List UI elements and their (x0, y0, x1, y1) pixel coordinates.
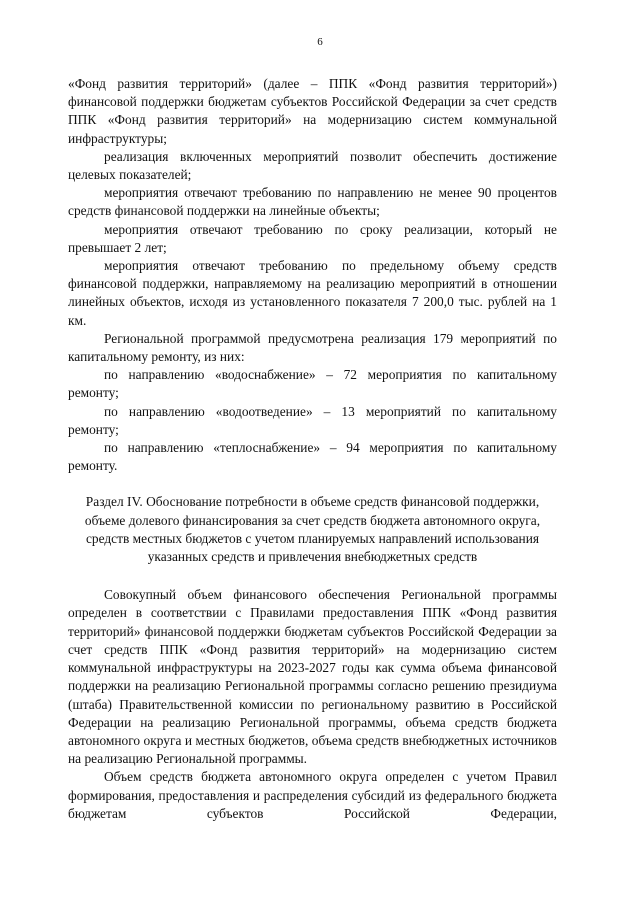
page-number: 6 (317, 36, 323, 48)
paragraph: Объем средств бюджета автономного округа определен с учетом Правил формирования, предоставления и распределения субсидий из федерального бюджета бюджетам субъектов Российской Федерации, (68, 769, 557, 821)
paragraph: Совокупный объем финансового обеспечения Региональной программы определен в соответствии с Правилами предоставления ППК «Фонд развития территорий» финансовой поддержки бюджетам субъектов Российской Федерации за счет средств ППК «Фонд развития территорий» на модернизацию систем коммунальной инфраструктуры на 2023-2027 годы как сумма объема финансовой поддержки на реализацию Региональной программы согласно решению президиума (штаба) Правительственной комиссии по региональному развитию в Российской Федерации на реализацию Региональной программы, объема средств бюджета автономного округа и местных бюджетов, объема средств внебюджетных источников на реализацию Региональной программы. (68, 587, 557, 767)
paragraph: Региональной программой предусмотрена реализация 179 мероприятий по капитальному ремонту, из них: (68, 330, 557, 365)
list-item: по направлению «теплоснабжение» – 94 мероприятия по капитальному ремонту. (68, 440, 557, 474)
paragraph: «Фонд развития территорий» (далее – ППК «Фонд развития территорий») финансовой поддержки бюджетам субъектов Российской Федерации за счет средств ППК «Фонд развития территорий» на модернизацию систем коммунальной инфраструктуры; (68, 76, 557, 146)
paragraph: мероприятия отвечают требованию по направлению не менее 90 процентов средств финансовой поддержки на линейные объекты; (68, 185, 557, 219)
paragraph: мероприятия отвечают требованию по предельному объему средств финансовой поддержки, направляемому на реализацию мероприятий в отношении линейных объектов, исходя из установленного показателя 7 200,0 тыс. рублей на 1 км. (68, 258, 557, 328)
section-heading: Раздел IV. Обоснование потребности в объеме средств финансовой поддержки, объеме долевого финансирования за счет средств бюджета автономного округа, средств местных бюджетов с учетом планируемых направлений использования указанных средств и привлечения внебюджетных средств (84, 494, 541, 565)
document-body (68, 75, 557, 823)
list-item: по направлению «водоотведение» – 13 мероприятий по капитальному ремонту; (68, 403, 557, 437)
paragraph: мероприятия отвечают требованию по сроку реализации, который не превышает 2 лет; (68, 221, 557, 255)
list-item: по направлению «водоснабжение» – 72 мероприятия по капитальному ремонту; (68, 367, 557, 401)
paragraph: реализация включенных мероприятий позволит обеспечить достижение целевых показателей; (68, 148, 557, 183)
